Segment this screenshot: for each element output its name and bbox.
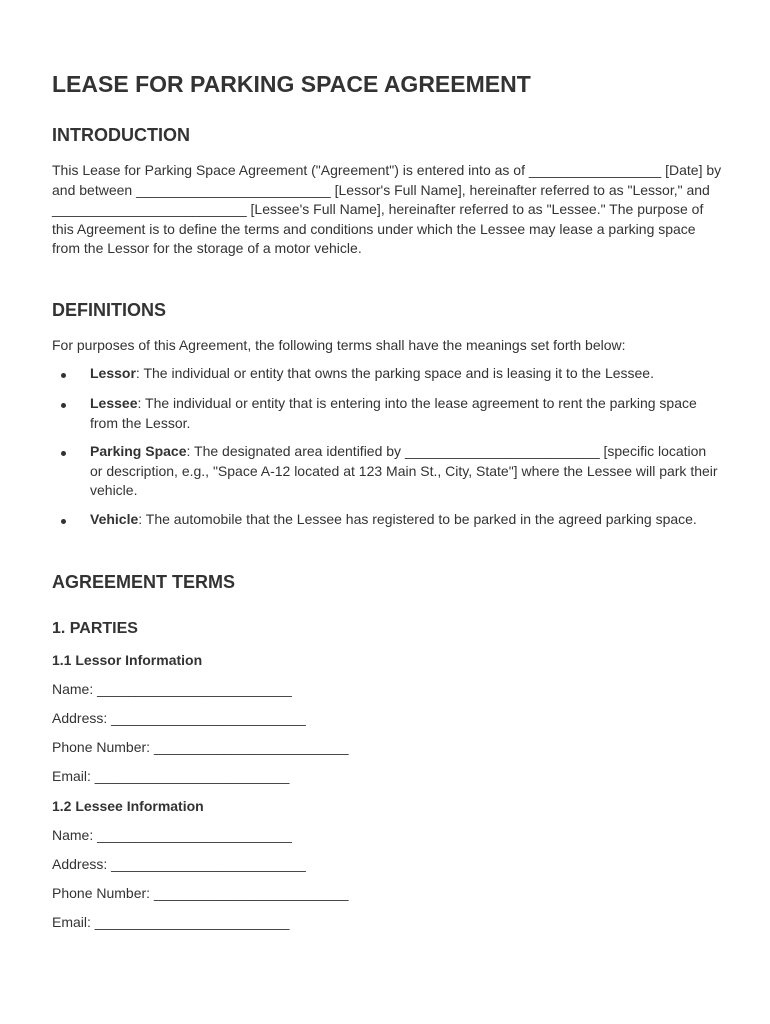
agreement-terms-heading: AGREEMENT TERMS <box>52 572 236 592</box>
bullet-icon <box>61 373 66 378</box>
definition-text: : The individual or entity that is entering into the lease agreement to rent the parking space from the Lessor. <box>90 395 697 431</box>
introduction-paragraph: This Lease for Parking Space Agreement ("Agreement") is entered into as of _________________ [Date] by and between _________________________ [Lessor's Full Name], hereinafter referred to as "Lessor," and _________________________ [Lessee's Full Name], hereinafter referred to as "Lessee." The purpose of this Agreement is to define the terms and conditions under which the Lessee may lease a parking space from the Lessor for the storage of a motor vehicle. <box>52 162 722 256</box>
lessee-name-field: Name: _________________________ <box>52 827 292 843</box>
definition-term: Parking Space <box>90 443 187 459</box>
definition-term: Lessee <box>90 395 138 411</box>
lessor-address-field: Address: _________________________ <box>52 710 306 726</box>
introduction-heading: INTRODUCTION <box>52 125 190 145</box>
lessee-address-field: Address: _________________________ <box>52 856 306 872</box>
definitions-heading: DEFINITIONS <box>52 300 167 320</box>
definition-term: Lessor <box>90 365 136 381</box>
lessor-phone-field: Phone Number: _________________________ <box>52 739 349 755</box>
bullet-icon <box>61 451 66 456</box>
lessor-name-field: Name: _________________________ <box>52 681 292 697</box>
definition-text: : The automobile that the Lessee has registered to be parked in the agreed parking space. <box>138 511 697 527</box>
definition-text: : The designated area identified by _________________________ [specific location or description, e.g., "Space A-12 located at 123 Main St., City, State"] where the Lessee will park their vehicle. <box>90 443 718 498</box>
parties-heading: 1. PARTIES <box>52 620 138 637</box>
lessee-info-heading: 1.2 Lessee Information <box>52 798 204 814</box>
bullet-icon <box>61 519 66 524</box>
definition-text: : The individual or entity that owns the parking space and is leasing it to the Lessee. <box>135 365 654 381</box>
definition-term: Vehicle <box>90 511 139 527</box>
document-title: LEASE FOR PARKING SPACE AGREEMENT <box>52 71 531 97</box>
lessor-email-field: Email: _________________________ <box>52 768 290 784</box>
bullet-icon <box>61 403 66 408</box>
lessee-phone-field: Phone Number: _________________________ <box>52 885 349 901</box>
lessor-info-heading: 1.1 Lessor Information <box>52 652 203 668</box>
definitions-intro: For purposes of this Agreement, the following terms shall have the meanings set forth below: <box>52 337 626 353</box>
lessee-email-field: Email: _________________________ <box>52 914 290 930</box>
